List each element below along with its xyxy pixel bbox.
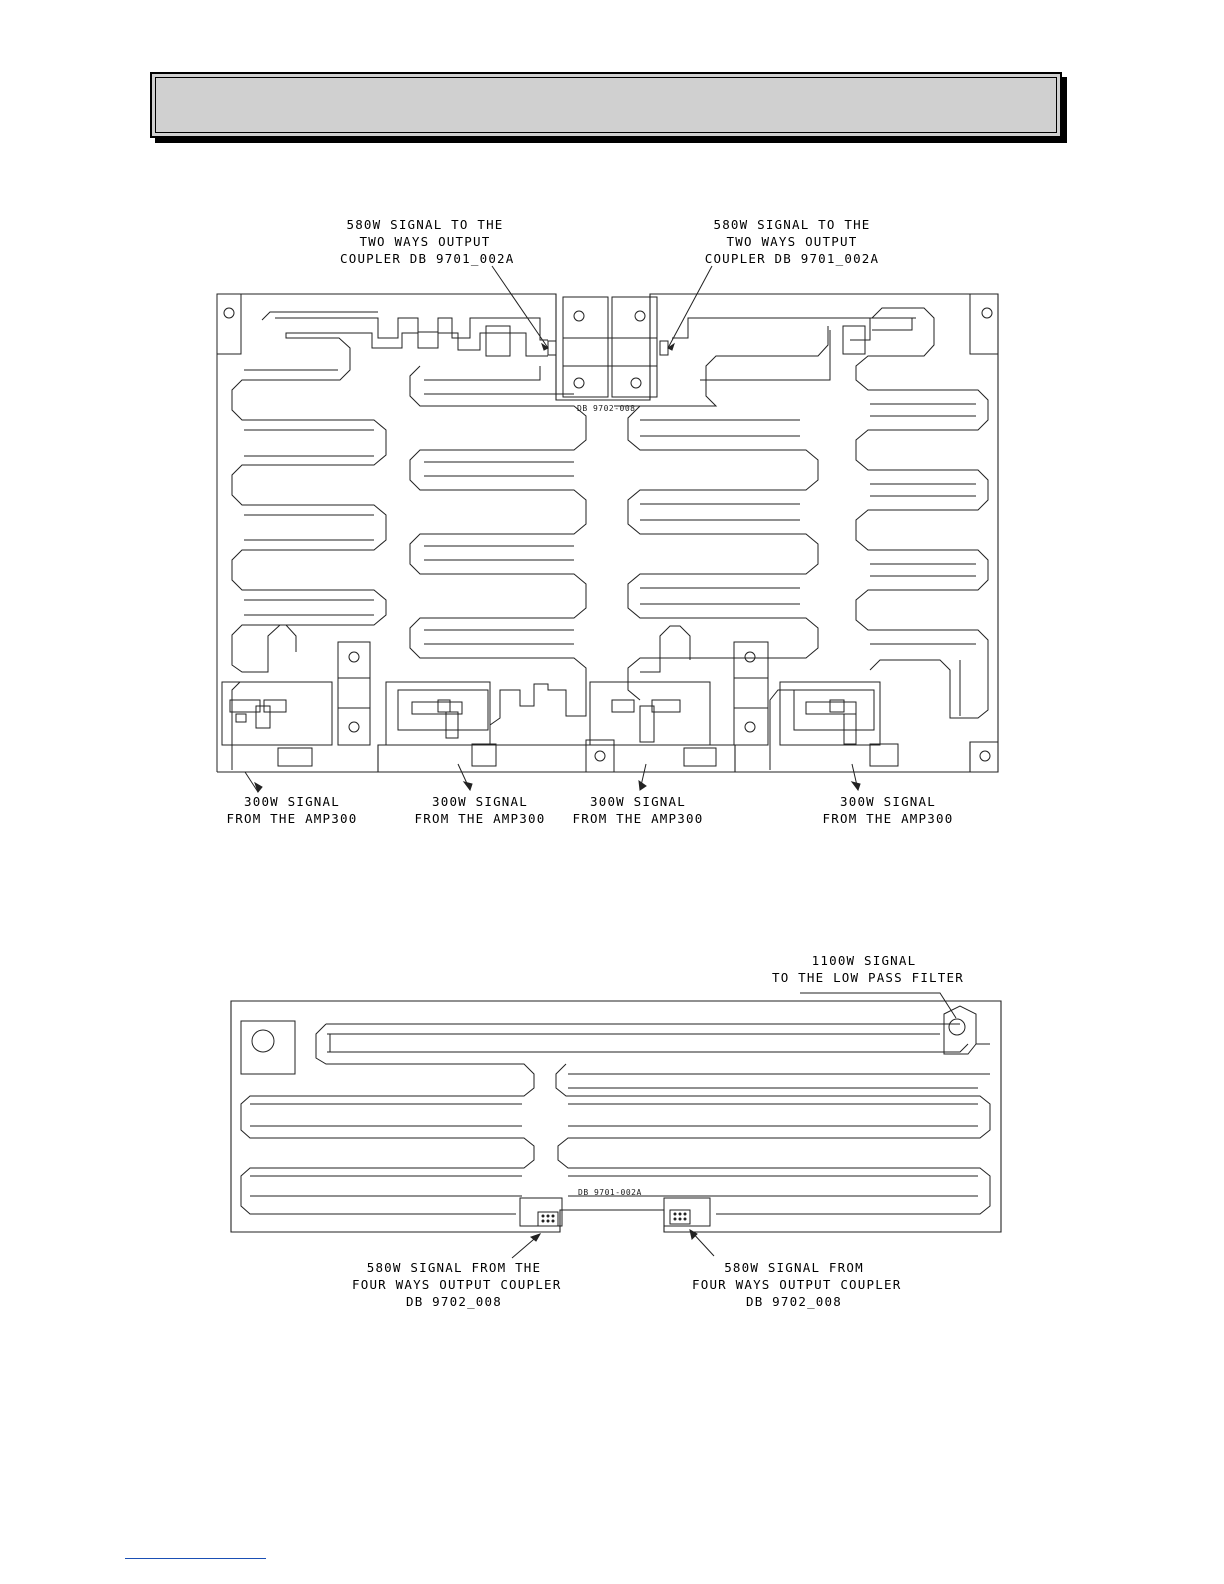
coupler-input-label-right: 580W SIGNAL FROM FOUR WAYS OUTPUT COUPLER DB 9702_008	[692, 1260, 902, 1309]
amp-input-label-4: 300W SIGNAL FROM THE AMP300	[822, 794, 954, 826]
amp-input-label-3: 300W SIGNAL FROM THE AMP300	[572, 794, 704, 826]
footer-rule	[125, 1558, 266, 1559]
output-label-right: 580W SIGNAL TO THE TWO WAYS OUTPUT COUPLER DB 9701_002A	[704, 217, 880, 266]
amp-input-sections	[222, 642, 898, 772]
amp-input-label-1: 300W SIGNAL FROM THE AMP300	[226, 794, 358, 826]
two-way-coupler-board	[231, 993, 1001, 1258]
board-code-bottom: DB 9701-002A	[578, 1188, 642, 1197]
low-pass-output-label: 1100W SIGNAL TO THE LOW PASS FILTER	[772, 953, 964, 985]
coupler-input-label-left: 580W SIGNAL FROM THE FOUR WAYS OUTPUT COUPLER DB 9702_008	[352, 1260, 562, 1309]
amp-input-label-2: 300W SIGNAL FROM THE AMP300	[414, 794, 546, 826]
four-way-coupler-board	[217, 266, 998, 792]
output-label-left: 580W SIGNAL TO THE TWO WAYS OUTPUT COUPLER DB 9701_002A	[340, 217, 515, 266]
board-code-top: DB 9702-008	[577, 404, 636, 413]
